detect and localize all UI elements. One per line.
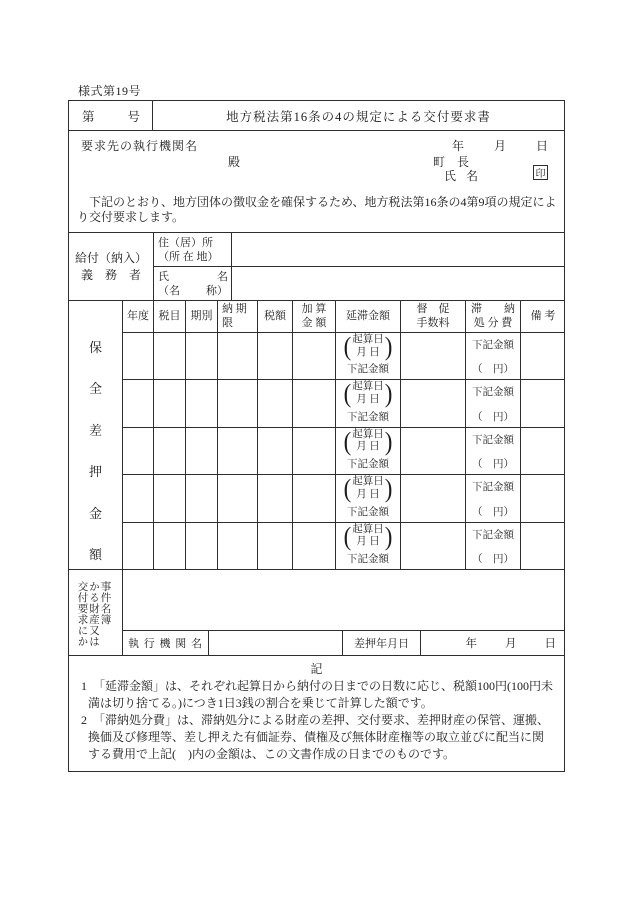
cell-due-date-row5: [218, 523, 258, 570]
side-label-char: 押: [88, 464, 102, 480]
side-label-char: 全: [88, 381, 102, 397]
close-paren: ): [384, 380, 393, 409]
open-paren: (: [343, 522, 352, 551]
cell-demand-fee-row2: [401, 380, 466, 427]
amount-below-label: 下記金額: [347, 411, 389, 423]
seizure-date-label: 差押年月日: [343, 631, 421, 655]
cell-tax-amount-row3: [258, 428, 293, 475]
address-value-cell: [232, 233, 564, 266]
obligor-fields: [154, 233, 564, 300]
amount-below-label: 下記金額: [347, 506, 389, 518]
amount-below-label: 下記金額: [347, 553, 389, 565]
yen-label: （ 円）: [472, 459, 514, 471]
start-date-lines: 起算日 月 日: [352, 334, 384, 358]
cell-remarks-row3: [521, 428, 565, 475]
yen-label: （ 円）: [472, 411, 514, 423]
obligor-name-label: [154, 267, 232, 301]
cell-demand-fee-row5: [401, 523, 466, 570]
note-item-1: 1 「延滞金額」は、それぞれ起算日から納付の日までの日数に応じ、税額100円(100円未満は切り捨てる。)につき1日3銭の割合を乗じて計算した額です。: [81, 679, 553, 710]
cell-delinquent-amount-row4: [336, 475, 401, 522]
side-label-char: 額: [88, 546, 102, 562]
month-label: 月: [493, 139, 506, 153]
cell-due-date-row1: [218, 333, 258, 380]
cell-remarks-row1: [521, 333, 565, 380]
executing-agency-value-cell: [209, 631, 343, 655]
header-year: 年度: [123, 301, 154, 333]
start-date-paren-group: [336, 380, 400, 409]
open-paren: (: [343, 380, 352, 409]
cell-due-date-row3: [218, 428, 258, 475]
name-kanji-right: 名: [466, 169, 479, 183]
cell-tax-amount-row5: [258, 523, 293, 570]
close-paren: ): [384, 333, 393, 361]
addressee-agency-label: 要求先の執行機関名: [81, 139, 199, 153]
seal-mark: 印: [533, 165, 548, 180]
obligor-name-l2-right: 称）: [206, 284, 228, 297]
amount-below-label: 下記金額: [472, 434, 514, 446]
cell-disposition-cost-row2: [466, 380, 521, 427]
header-remarks: 備 考: [521, 301, 565, 333]
cell-period-row4: [186, 475, 218, 522]
property-label-column: 事件名簿: [99, 581, 111, 625]
dai-label: 第: [82, 109, 95, 124]
obligor-section: [69, 233, 564, 301]
obligor-label-line2: 義 務 者: [80, 267, 141, 282]
side-label-hozen-sashiosae: [69, 301, 123, 570]
property-list-label: [69, 570, 123, 655]
close-paren: ): [384, 522, 393, 551]
cell-period-row1: [186, 333, 218, 380]
close-paren: ): [384, 475, 393, 504]
open-paren: (: [343, 475, 352, 504]
start-date-paren-group: [336, 475, 400, 504]
go-label: 号: [127, 109, 140, 124]
obligor-name-l1-right: 名: [217, 270, 228, 283]
header-demand-fee: 督 促 手数料: [401, 301, 466, 333]
day-label: 日: [535, 139, 548, 153]
form-number-label: 様式第19号: [78, 84, 142, 98]
cell-additional-amount-row3: [293, 428, 336, 475]
cell-tax-item-row1: [154, 333, 186, 380]
year-label: 年: [451, 139, 464, 153]
body-paragraph: 下記のとおり、地方団体の徴収金を確保するため、地方税法第16条の4第9項の規定により交付要求します。: [77, 195, 557, 224]
start-date-lines: 起算日 月 日: [352, 476, 384, 500]
start-date-lines: 起算日 月 日: [352, 523, 384, 548]
cell-year-row4: [123, 475, 154, 522]
start-date-lines: 起算日 月 日: [352, 428, 384, 453]
cell-period-row3: [186, 428, 218, 475]
header-additional-amount: 加 算 金 額: [293, 301, 336, 333]
address-label-line1: 住（居）所: [158, 237, 213, 249]
addressee-section: [69, 131, 564, 233]
cell-remarks-row5: [521, 523, 565, 570]
cell-disposition-cost-row1: [466, 333, 521, 380]
form-outer-box: [68, 100, 565, 772]
cell-year-row2: [123, 380, 154, 427]
side-label-char: 差: [88, 422, 102, 438]
cell-delinquent-amount-row5: [336, 523, 401, 570]
amount-below-label: 下記金額: [347, 364, 389, 376]
address-label-line2: （所 在 地）: [158, 251, 219, 263]
obligor-name-l2-left: （名: [158, 284, 180, 297]
property-list-cell: [123, 570, 564, 631]
document-title: 地方税法第16条の4の規定による交付要求書: [226, 109, 491, 124]
close-paren: ): [384, 427, 393, 456]
notes-list: [79, 678, 554, 763]
obligor-label-line1: 給付（納入）: [74, 250, 147, 265]
address-label: [154, 233, 232, 266]
title-row: [69, 101, 564, 131]
obligor-name-value-cell: [232, 267, 564, 301]
amount-below-label: 下記金額: [347, 459, 389, 471]
cell-due-date-row4: [218, 475, 258, 522]
notes-heading: 記: [310, 662, 323, 676]
header-tax-amount: 税額: [258, 301, 293, 333]
amount-below-label: 下記金額: [472, 340, 514, 351]
amount-below-label: 下記金額: [472, 482, 514, 494]
property-section: [69, 570, 564, 656]
start-date-paren-group: [336, 334, 400, 359]
header-tax-item: 税目: [154, 301, 186, 333]
side-label-char: 保: [88, 340, 102, 355]
cell-disposition-cost-row3: [466, 428, 521, 475]
yen-label: （ 円）: [472, 506, 514, 518]
cell-year-row5: [123, 523, 154, 570]
header-delinquent-amount: 延滞金額: [336, 301, 401, 333]
obligor-name-row: [154, 267, 564, 301]
open-paren: (: [343, 333, 352, 361]
cell-disposition-cost-row5: [466, 523, 521, 570]
seizure-month-label: 月: [505, 638, 517, 651]
seizure-day-label: 日: [544, 638, 556, 651]
executing-agency-label: 執 行 機 関 名: [123, 631, 209, 655]
cell-tax-amount-row4: [258, 475, 293, 522]
amount-below-label: 下記金額: [472, 387, 514, 399]
cell-remarks-row4: [521, 475, 565, 522]
agency-row: [123, 631, 564, 655]
amount-below-label: 下記金額: [472, 529, 514, 541]
name-kanji-left: 氏: [444, 169, 457, 183]
cell-delinquent-amount-row2: [336, 380, 401, 427]
document-number-cell: [69, 101, 153, 130]
header-disposition-cost: 滞 納 処 分 費: [466, 301, 521, 333]
header-period: 期別: [186, 301, 218, 333]
cell-additional-amount-row5: [293, 523, 336, 570]
yen-label: （ 円）: [472, 553, 514, 565]
cell-additional-amount-row4: [293, 475, 336, 522]
cell-tax-amount-row2: [258, 380, 293, 427]
property-right: [123, 570, 564, 655]
seizure-date-value: [421, 631, 564, 655]
side-label-char: 金: [88, 505, 102, 521]
dono-label: 殿: [228, 155, 241, 169]
cell-disposition-cost-row4: [466, 475, 521, 522]
obligor-label: [69, 233, 154, 300]
mayor-label: 町 長: [433, 155, 470, 169]
cell-period-row5: [186, 523, 218, 570]
cell-delinquent-amount-row3: [336, 428, 401, 475]
cell-due-date-row2: [218, 380, 258, 427]
start-date-lines: 起算日 月 日: [352, 381, 384, 405]
obligor-name-l1-left: 氏: [158, 270, 169, 283]
tax-table: [69, 301, 564, 570]
property-label-column: かる財産又は: [88, 581, 99, 647]
start-date-paren-group: [336, 524, 400, 549]
cell-tax-item-row3: [154, 428, 186, 475]
yen-label: （ 円）: [472, 364, 514, 376]
cell-additional-amount-row2: [293, 380, 336, 427]
notes-section: [69, 656, 564, 771]
cell-tax-amount-row1: [258, 333, 293, 380]
obligor-address-row: [154, 233, 564, 267]
sender-name-label: [444, 167, 478, 184]
cell-demand-fee-row4: [401, 475, 466, 522]
open-paren: (: [343, 427, 352, 456]
header-due-date: 納 期 限: [218, 301, 258, 333]
cell-period-row2: [186, 380, 218, 427]
start-date-paren-group: [336, 429, 400, 454]
cell-tax-item-row4: [154, 475, 186, 522]
note-item-2: 2 「滞納処分費」は、滞納処分による財産の差押、交付要求、差押財産の保管、運搬、換価及び修理等、差し押えた有価証券、債権及び無体財産権等の取立並びに配当に関する費用で上記( )内の金額は、この文書作成の日までのものです。: [81, 713, 550, 761]
cell-year-row3: [123, 428, 154, 475]
cell-delinquent-amount-row1: [336, 333, 401, 380]
cell-additional-amount-row1: [293, 333, 336, 380]
cell-year-row1: [123, 333, 154, 380]
cell-demand-fee-row3: [401, 428, 466, 475]
seizure-year-label: 年: [465, 638, 477, 651]
cell-remarks-row2: [521, 380, 565, 427]
cell-demand-fee-row1: [401, 333, 466, 380]
document-date: [452, 137, 548, 154]
cell-tax-item-row5: [154, 523, 186, 570]
cell-tax-item-row2: [154, 380, 186, 427]
property-label-column: 交付要求にか: [76, 581, 88, 647]
